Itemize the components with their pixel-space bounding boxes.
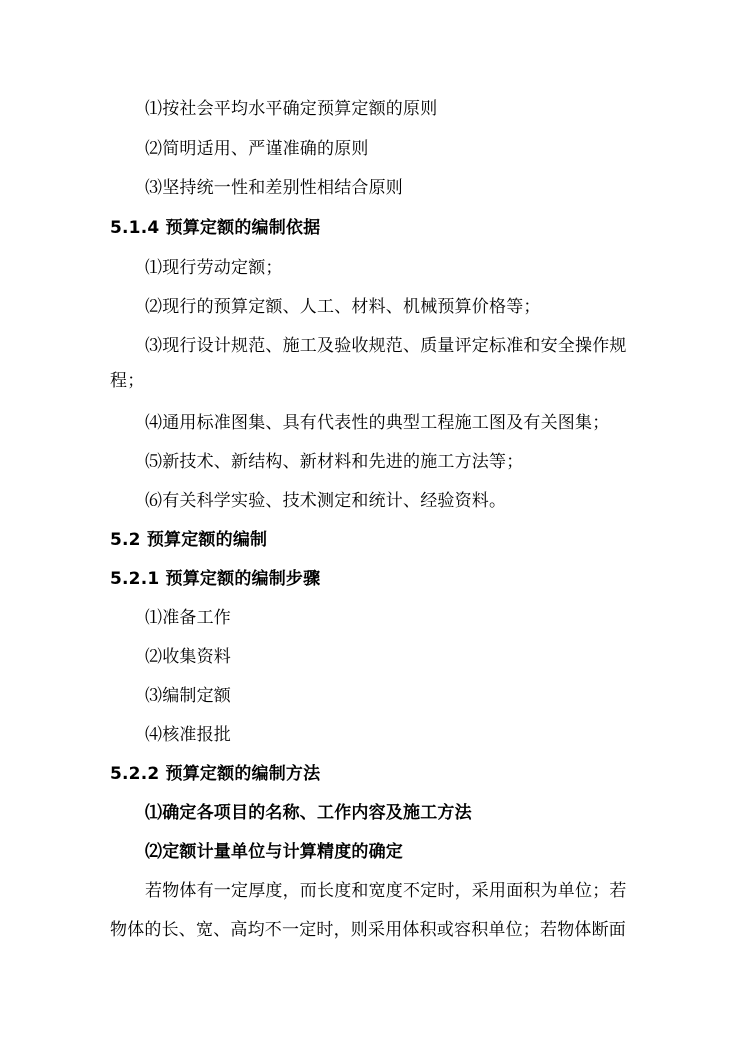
body-paragraph-line-2: 物体的长、宽、高均不一定时，则采用体积或容积单位；若物体断面 bbox=[110, 920, 626, 940]
section-heading-5-2: 5.2 预算定额的编制 bbox=[110, 530, 268, 550]
basis-item-2: ⑵现行的预算定额、人工、材料、机械预算价格等； bbox=[145, 297, 541, 317]
method-subheading-2: ⑵定额计量单位与计算精度的确定 bbox=[145, 842, 403, 862]
basis-item-4: ⑷通用标准图集、具有代表性的典型工程施工图及有关图集； bbox=[145, 413, 610, 433]
step-item-2: ⑵收集资料 bbox=[145, 647, 231, 667]
section-heading-5-2-1: 5.2.1 预算定额的编制步骤 bbox=[110, 569, 321, 589]
step-item-3: ⑶编制定额 bbox=[145, 686, 231, 706]
basis-item-5: ⑸新技术、新结构、新材料和先进的施工方法等； bbox=[145, 452, 524, 472]
section-heading-5-2-2: 5.2.2 预算定额的编制方法 bbox=[110, 764, 321, 784]
body-paragraph-line-1: 若物体有一定厚度，而长度和宽度不定时，采用面积为单位；若 bbox=[145, 881, 627, 901]
basis-item-1: ⑴现行劳动定额； bbox=[145, 258, 283, 278]
principle-item-3: ⑶坚持统一性和差别性相结合原则 bbox=[145, 178, 403, 198]
section-heading-5-1-4: 5.1.4 预算定额的编制依据 bbox=[110, 218, 321, 238]
basis-item-3-continuation: 程； bbox=[110, 371, 145, 391]
principle-item-2: ⑵简明适用、严谨准确的原则 bbox=[145, 139, 369, 159]
step-item-1: ⑴准备工作 bbox=[145, 608, 231, 628]
step-item-4: ⑷核准报批 bbox=[145, 725, 231, 745]
principle-item-1: ⑴按社会平均水平确定预算定额的原则 bbox=[145, 99, 438, 119]
basis-item-6: ⑹有关科学实验、技术测定和统计、经验资料。 bbox=[145, 491, 507, 511]
method-subheading-1: ⑴确定各项目的名称、工作内容及施工方法 bbox=[145, 803, 472, 823]
basis-item-3: ⑶现行设计规范、施工及验收规范、质量评定标准和安全操作规 bbox=[145, 336, 627, 356]
